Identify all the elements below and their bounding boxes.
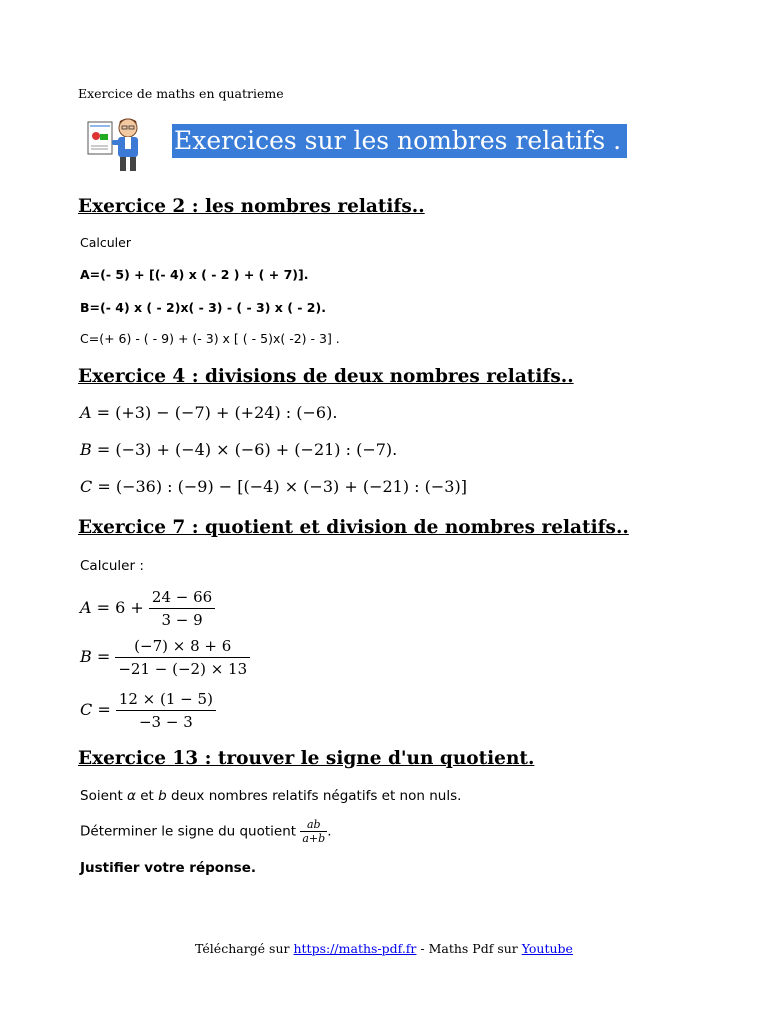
expr-c: = (−36) : (−9) − [(−4) × (−3) + (−21) : (−3)] — [92, 477, 467, 496]
exercise-13-line-1 — [80, 788, 461, 804]
exercise-7-heading: Exercice 7 : quotient et division de nombres relatifs.. — [78, 517, 629, 538]
line2-text: Déterminer le signe du quotient — [80, 823, 301, 840]
var-c: C — [80, 700, 93, 719]
numerator-b: (−7) × 8 + 6 — [115, 637, 250, 658]
quotient-denominator: a+b — [302, 832, 326, 845]
denominator-a: 3 − 9 — [161, 611, 203, 629]
fraction-b — [115, 637, 250, 678]
numerator-c: 12 × (1 − 5) — [116, 690, 216, 711]
denominator-c: −3 − 3 — [138, 713, 193, 731]
expr-b: = (−3) + (−4) × (−6) + (−21) : (−7) — [91, 440, 393, 459]
exercise-7-expr-a — [80, 588, 215, 629]
page-title-banner: Exercices sur les nombres relatifs . — [172, 124, 627, 158]
var-a: A — [80, 403, 92, 422]
quotient-fraction — [300, 818, 327, 845]
tail-a: . — [332, 403, 338, 422]
line3-text: Justifier votre réponse. — [80, 860, 256, 876]
exercise-4-line-a — [80, 403, 337, 422]
exercise-7-expr-c — [80, 690, 216, 731]
exercise-13-heading: Exercice 13 : trouver le signe d'un quotient. — [78, 748, 535, 769]
var-b: B — [80, 440, 92, 459]
quotient-numerator: ab — [300, 818, 327, 832]
exercise-4-line-c — [80, 477, 467, 496]
lhs-a: = 6 + — [91, 598, 149, 617]
line1-pre: Soient — [80, 788, 128, 804]
exercise-2-line-b: B=(- 4) x ( - 2)x( - 3) - ( - 3) x ( - 2). — [80, 300, 326, 315]
exercise-13-line-3 — [80, 860, 256, 876]
fraction-a — [149, 588, 215, 629]
exercise-2-intro: Calculer — [80, 235, 131, 250]
lhs-c: = — [92, 700, 116, 719]
exercise-2-line-a: A=(- 5) + [(- 4) x ( - 2 ) + ( + 7)]. — [80, 267, 309, 282]
var-c: C — [80, 477, 93, 496]
youtube-link[interactable]: Youtube — [521, 941, 573, 956]
var-b: B — [80, 647, 92, 666]
alpha-symbol: α — [127, 788, 136, 804]
footer — [0, 941, 768, 956]
header-note: Exercice de maths en quatrieme — [78, 86, 284, 101]
tail-b: . — [392, 440, 398, 459]
exercise-2-line-c: C=(+ 6) - ( - 9) + (- 3) x [ ( - 5)x( -2) - 3] . — [80, 331, 340, 346]
fraction-c — [116, 690, 216, 731]
denominator-b: −21 − (−2) × 13 — [118, 660, 248, 678]
line1-mid: et — [135, 788, 159, 804]
line1-post: deux nombres relatifs négatifs et non nuls. — [166, 788, 462, 804]
teacher-logo-icon — [86, 112, 148, 174]
line2-tail: . — [327, 823, 332, 840]
maths-pdf-link[interactable]: https://maths-pdf.fr — [293, 941, 417, 956]
footer-pre: Téléchargé sur — [195, 941, 294, 956]
footer-mid: - Maths Pdf sur — [416, 941, 522, 956]
expr-a: = (+3) − (−7) + (+24) : (−6) — [91, 403, 333, 422]
exercise-4-line-b — [80, 440, 397, 459]
exercise-7-expr-b — [80, 637, 250, 678]
numerator-a: 24 − 66 — [149, 588, 215, 609]
lhs-b: = — [91, 647, 116, 666]
exercise-13-line-2 — [80, 818, 332, 845]
exercise-7-intro: Calculer : — [80, 558, 144, 574]
var-a: A — [80, 598, 92, 617]
b-symbol: b — [158, 788, 167, 804]
exercise-2-heading: Exercice 2 : les nombres relatifs.. — [78, 196, 425, 217]
exercise-4-heading: Exercice 4 : divisions de deux nombres relatifs.. — [78, 366, 574, 387]
